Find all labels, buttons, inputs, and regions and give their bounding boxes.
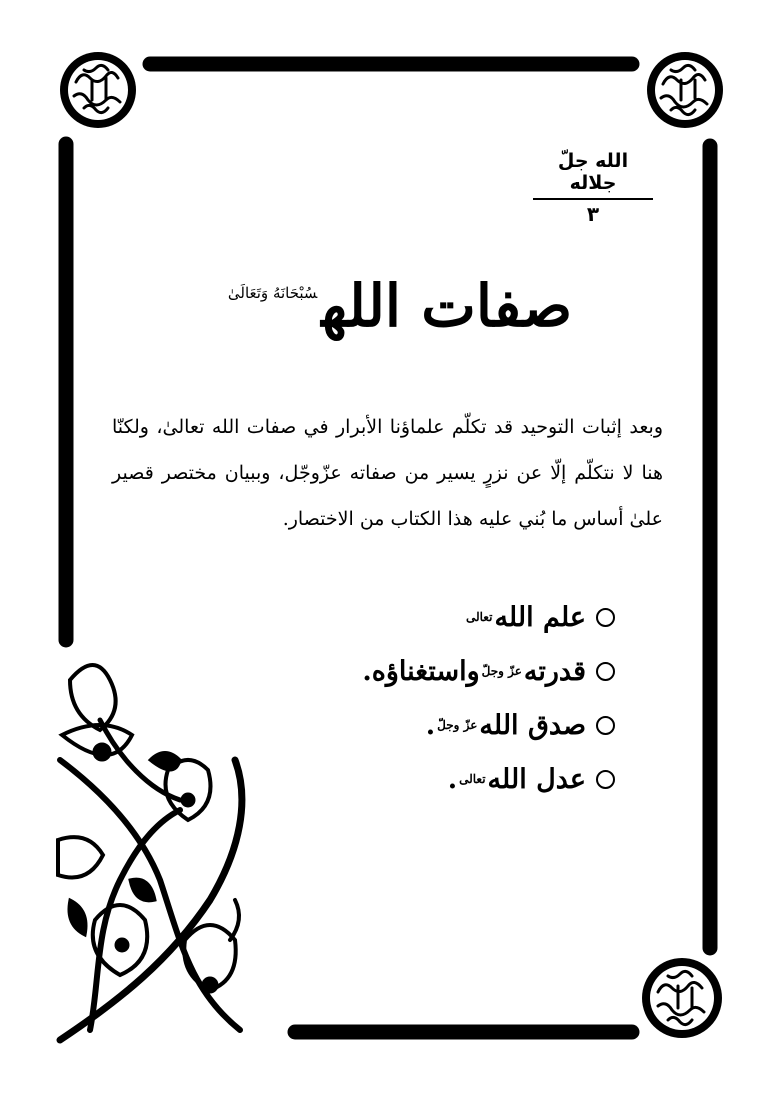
- list-item-text: عدل الله: [487, 763, 586, 795]
- medallion-top-left: [60, 52, 136, 128]
- circle-bullet-icon: [596, 770, 615, 789]
- topics-list: [362, 590, 615, 806]
- main-title: [200, 272, 600, 340]
- list-item-suffix: واستغناؤه.: [362, 655, 480, 687]
- list-item-honorific: تعالى: [465, 610, 493, 624]
- title-honorific: سُبْحَانَهُ وَتَعَالَىٰ: [227, 284, 318, 302]
- header-title: الله جلّ جلاله: [533, 150, 653, 200]
- list-item-suffix: .: [447, 763, 458, 795]
- list-item-honorific: تعالى: [459, 772, 486, 786]
- circle-bullet-icon: [596, 716, 615, 735]
- floral-ornament: [58, 665, 242, 1040]
- list-item-honorific: عزّ وجلّ: [437, 718, 478, 732]
- intro-paragraph: وبعد إثبات التوحيد قد تكلّم علماؤنا الأبرار في صفات الله تعالىٰ، ولكنّا هنا لا نتكلّم إلّا عن نزرٍ يسير من صفاته عزّوجّل، وببيان مختصر قصير علىٰ أساس ما بُني عليه هذا الكتاب من الاختصار.: [112, 416, 663, 530]
- page-number: ٣: [586, 202, 600, 226]
- list-item-text: علم الله: [494, 601, 586, 633]
- circle-bullet-icon: [596, 608, 615, 627]
- medallion-top-right: [647, 52, 723, 128]
- list-item-text: صدق الله: [479, 709, 586, 741]
- list-item-honorific: عزّ وجلّ: [481, 664, 522, 678]
- running-header: [533, 150, 653, 226]
- list-item: [362, 590, 615, 644]
- title-text: صفات الله: [321, 272, 573, 340]
- list-item-suffix: .: [425, 709, 436, 741]
- list-item: [362, 752, 615, 806]
- list-item-text: قدرته: [523, 655, 586, 687]
- medallion-bottom-right: [642, 958, 722, 1038]
- circle-bullet-icon: [596, 662, 615, 681]
- list-item: [362, 644, 615, 698]
- list-item: [362, 698, 615, 752]
